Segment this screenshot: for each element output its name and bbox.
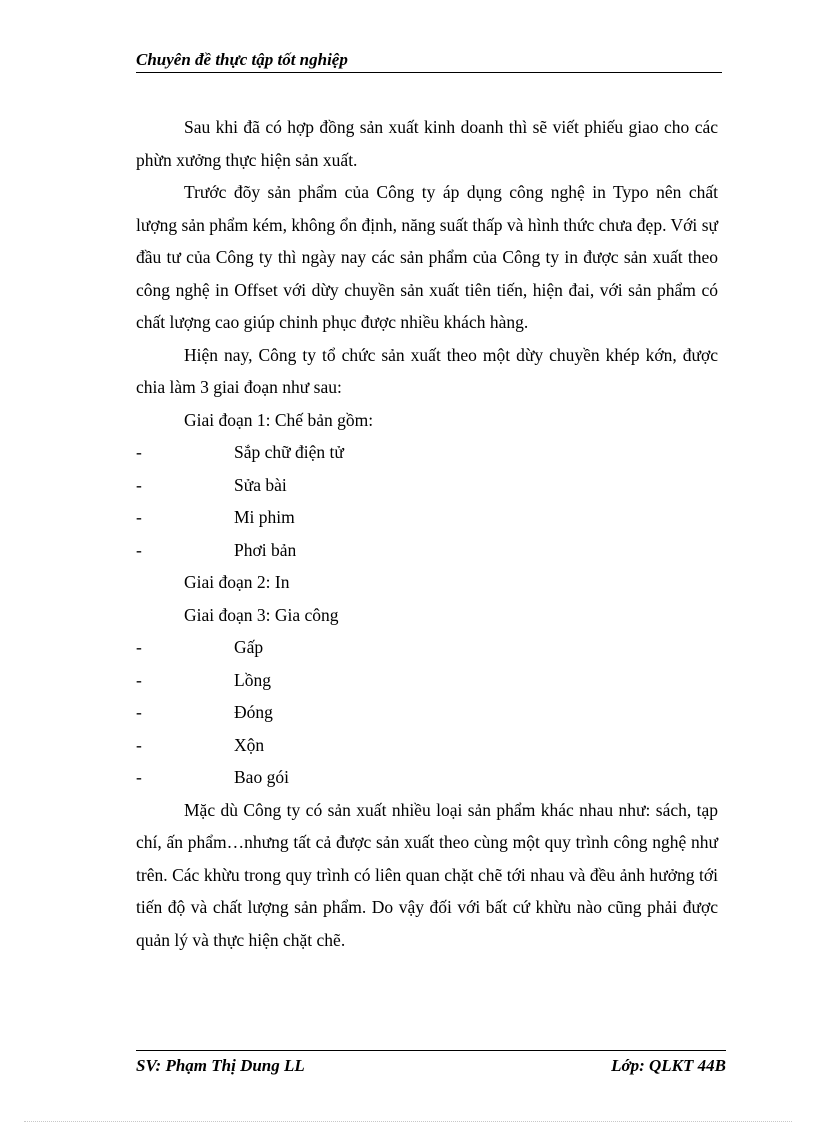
list-item-text: Bao gói bbox=[234, 767, 289, 787]
bullet-dash: - bbox=[136, 507, 142, 527]
document-body bbox=[136, 111, 718, 956]
list-item-text: Sửa bài bbox=[234, 474, 287, 495]
paragraph-1: Sau khi đã có hợp đồng sản xuất kinh doanh thì sẽ viết phiếu giao cho các phừn xưởng thực hiện sản xuất. bbox=[136, 117, 718, 170]
stage-3-heading: Giai đoạn 3: Gia công bbox=[184, 604, 339, 625]
paragraph-4: Mặc dù Công ty có sản xuất nhiều loại sản phẩm khác nhau như: sách, tạp chí, ấn phẩm…nhưng tất cả được sản xuất theo cùng một quy trình công nghệ như trên. Các khừu trong quy trình có liên quan chặt chẽ tới nhau và đều ảnh hưởng tới tiến độ và chất lượng sản phẩm. Do vậy đối với bất cứ khừu nào cũng phải được quản lý và thực hiện chặt chẽ. bbox=[136, 799, 718, 950]
bullet-dash: - bbox=[136, 669, 142, 690]
list-item bbox=[136, 436, 718, 469]
page-footer bbox=[136, 1050, 726, 1077]
bullet-dash: - bbox=[136, 734, 142, 755]
bullet-dash: - bbox=[136, 767, 142, 787]
page-header bbox=[136, 50, 722, 73]
list-item bbox=[136, 631, 718, 664]
list-item bbox=[136, 729, 718, 762]
list-item bbox=[136, 664, 718, 697]
list-item-text: Đóng bbox=[234, 702, 273, 722]
list-item bbox=[136, 469, 718, 502]
list-item bbox=[136, 534, 718, 567]
header-title: Chuyên đề thực tập tốt nghiệp bbox=[136, 50, 348, 69]
list-item-text: Gấp bbox=[234, 637, 264, 657]
stage-2-heading: Giai đoạn 2: In bbox=[184, 572, 290, 592]
list-item bbox=[136, 501, 718, 534]
paragraph-3: Hiện nay, Công ty tổ chức sản xuất theo một dừy chuyền khép kớn, được chia làm 3 giai đoạn như sau: bbox=[136, 344, 718, 397]
list-item-text: Phơi bản bbox=[234, 539, 297, 560]
footer-student: SV: Phạm Thị Dung LL bbox=[136, 1056, 305, 1075]
bullet-dash: - bbox=[136, 474, 142, 495]
bullet-dash: - bbox=[136, 442, 142, 462]
bullet-dash: - bbox=[136, 637, 142, 657]
footer-class: Lớp: QLKT 44B bbox=[611, 1056, 726, 1075]
list-item bbox=[136, 761, 718, 794]
list-item-text: Mi phim bbox=[234, 507, 295, 527]
list-item-text: Xộn bbox=[234, 734, 265, 755]
list-item-text: Lồng bbox=[234, 669, 271, 690]
paragraph-2: Trước đõy sản phẩm của Công ty áp dụng công nghệ in Typo nên chất lượng sản phẩm kém, không ổn định, năng suất thấp và hình thức chưa đẹp. Với sự đầu tư của Công ty thì ngày nay các sản phẩm của Công ty in được sản xuất theo công nghệ in Offset với dừy chuyền sản xuất tiên tiến, hiện đai, với sản phẩm có chất lượng cao giúp chinh phục được nhiều khách hàng. bbox=[136, 182, 718, 332]
stage-1-heading: Giai đoạn 1: Chế bản gồm: bbox=[184, 409, 374, 430]
bullet-dash: - bbox=[136, 539, 142, 560]
list-item-text: Sắp chữ điện tử bbox=[234, 442, 344, 462]
list-item bbox=[136, 696, 718, 729]
page-edge-divider bbox=[24, 1121, 792, 1122]
bullet-dash: - bbox=[136, 702, 142, 722]
